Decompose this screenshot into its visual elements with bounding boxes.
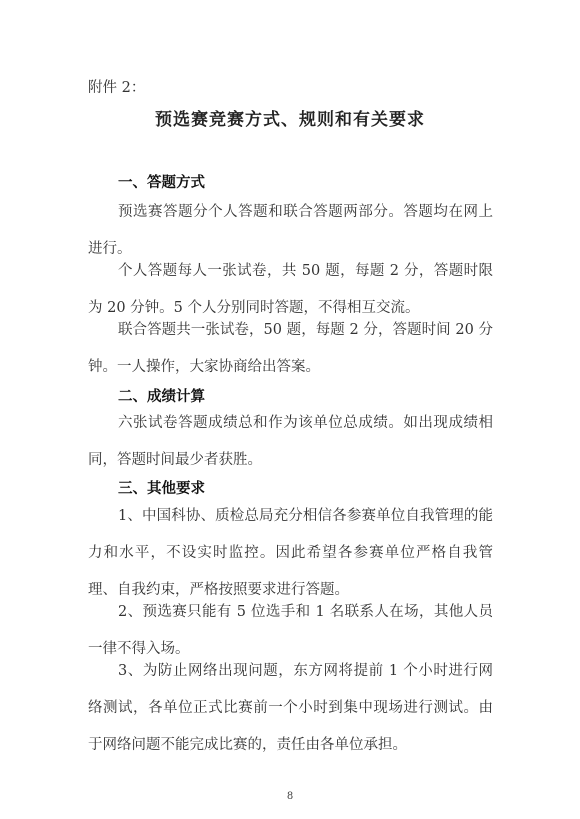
page-number: 8	[286, 791, 294, 802]
paragraph: 1、中国科协、质检总局充分相信各参赛单位自我管理的能力和水平，不设实时监控。因此希望各参赛单位严格自我管理、自我约束，严格按照要求进行答题。	[88, 508, 493, 598]
section-heading-other-requirements: 三、其他要求	[118, 481, 205, 497]
section-heading-score-calculation: 二、成绩计算	[118, 389, 205, 405]
paragraph: 个人答题每人一张试卷，共 50 题，每题 2 分，答题时限为 20 分钟。5 个人分别同时答题，不得相互交流。	[88, 263, 493, 316]
paragraph: 联合答题共一张试卷，50 题，每题 2 分，答题时间 20 分钟。一人操作，大家协商给出答案。	[88, 322, 493, 375]
document-title: 预选赛竞赛方式、规则和有关要求	[155, 110, 425, 130]
paragraph: 3、为防止网络出现问题，东方网将提前 1 个小时进行网络测试，各单位正式比赛前一个小时到集中现场进行测试。由于网络问题不能完成比赛的，责任由各单位承担。	[88, 663, 493, 753]
section-heading-answer-method: 一、答题方式	[118, 175, 205, 191]
attachment-label: 附件 2：	[88, 80, 146, 96]
paragraph: 2、预选赛只能有 5 位选手和 1 名联系人在场，其他人员一律不得入场。	[88, 604, 493, 657]
paragraph: 预选赛答题分个人答题和联合答题两部分。答题均在网上进行。	[88, 204, 493, 257]
paragraph: 六张试卷答题成绩总和作为该单位总成绩。如出现成绩相同，答题时间最少者获胜。	[88, 415, 493, 468]
